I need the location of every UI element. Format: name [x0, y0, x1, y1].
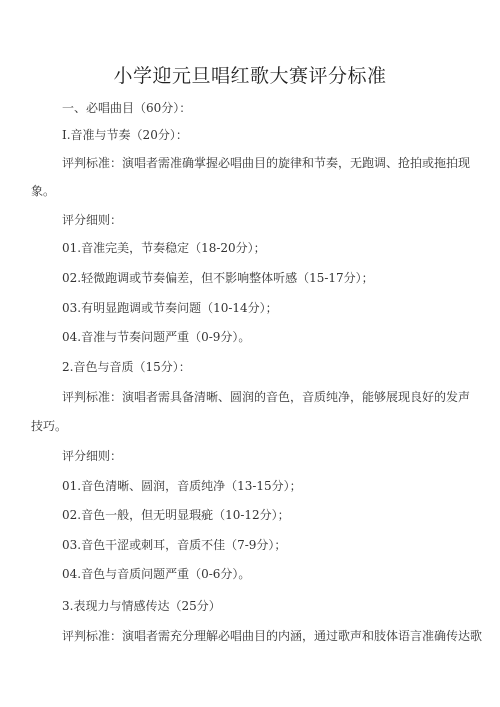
document-page: 小学迎元旦唱红歌大赛评分标准 一、必唱曲目（60分）： I.音准与节奏（20分）： 评判标准：演唱者需准确掌握必唱曲目的旋律和节奏，无跑调、抢拍或拖拍现 象。 评分细则： 01.音准完美，节奏稳定（18-20分）； 02.轻微跑调或节奏偏差，但不影响整体听感（15-17分）； 03.有明显跑调或节奏问题（10-14分）； 04.音准与节奏问题严重（0-9分）。 2.音色与音质（15分）： 评判标准：演唱者需具备清晰、圆润的音色，音质纯净，能够展现良好的发声 技巧。 评分细则： 01.音色清晰、圆润，音质纯净（13-15分）； 02.音色一般，但无明显瑕疵（10-12分）； 03.音色干涩或刺耳，音质不佳（7-9分）； 04.音色与音质问题严重（0-6分）。 3.表现力与情感传达（25分） 评判标准：演唱者需充分理解必唱曲目的内涵，通过歌声和肢体语言准确传达歌 — [0, 0, 500, 707]
document-title: 小学迎元旦唱红歌大赛评分标准 — [113, 65, 387, 87]
